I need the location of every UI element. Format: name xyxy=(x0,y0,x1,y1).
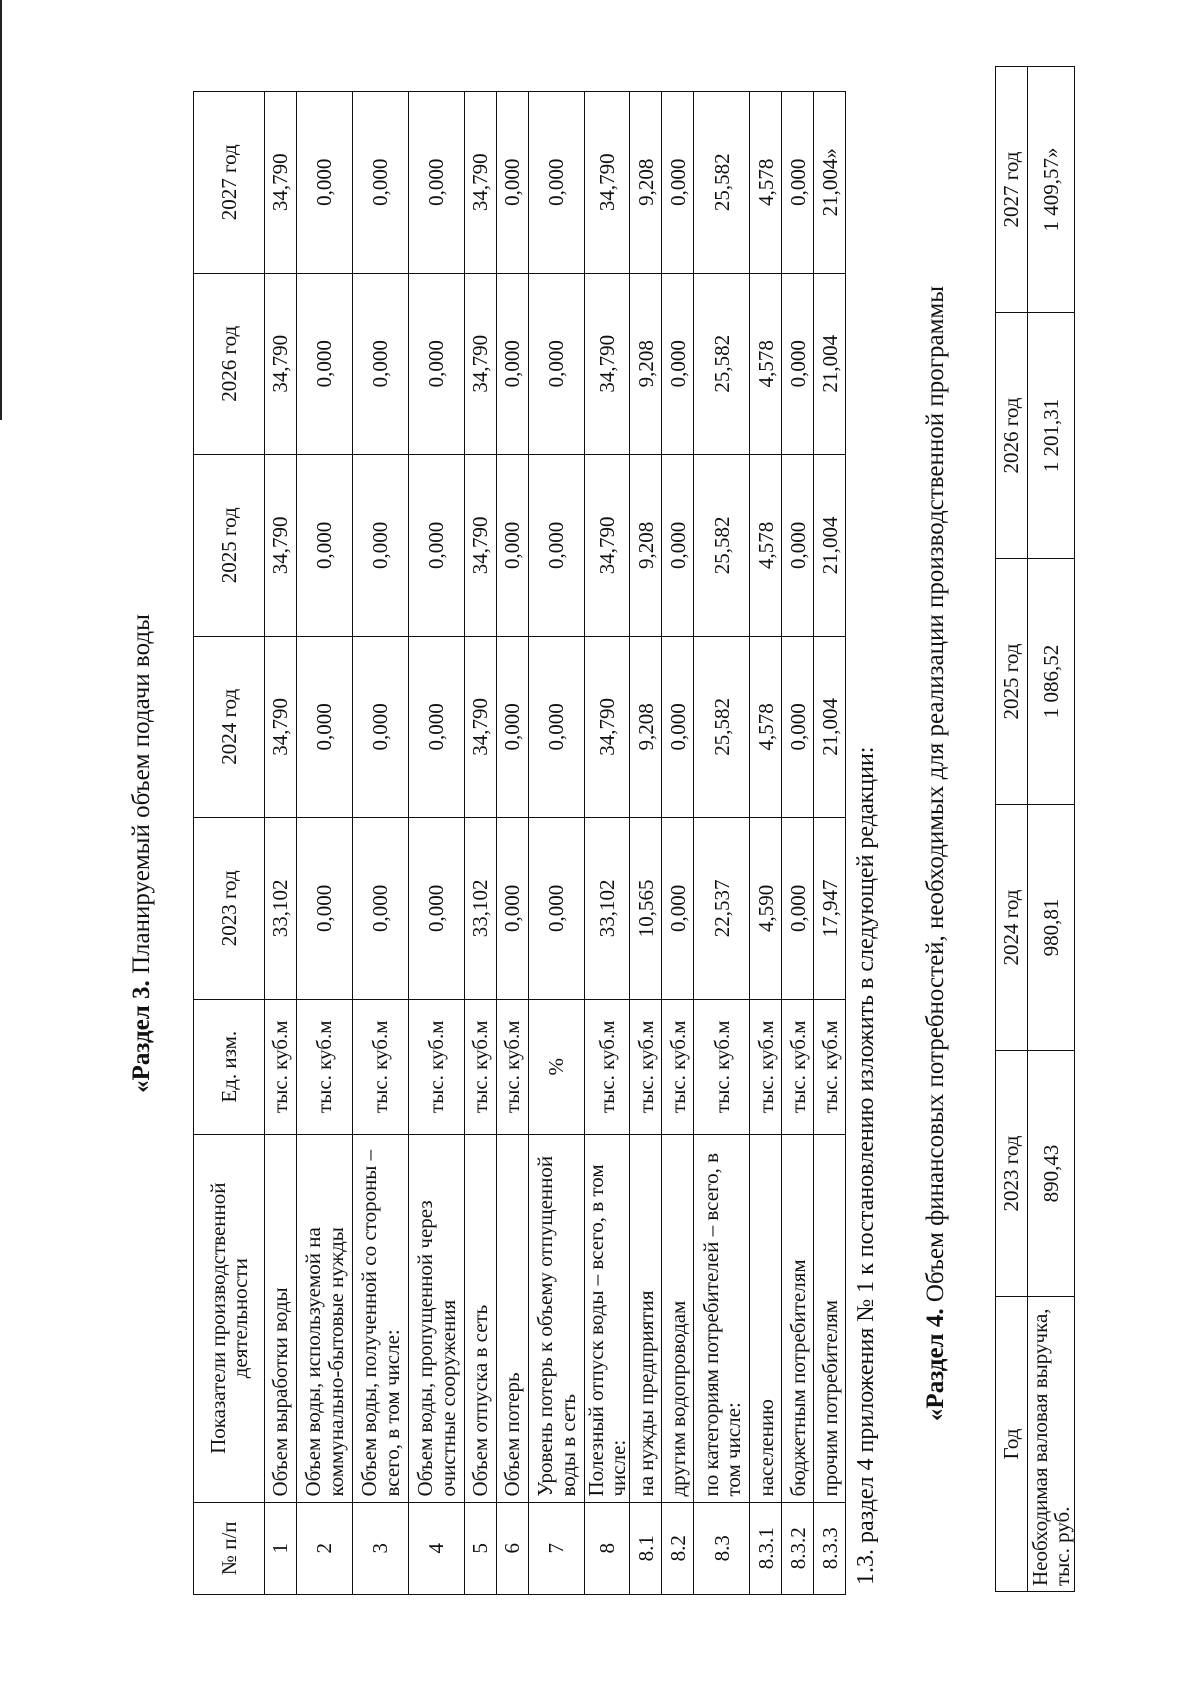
value-2026: 0,000 xyxy=(409,273,465,455)
row-indicator: Объем воды, пропущенной через очистные сооружения xyxy=(409,1134,465,1502)
value-2023: 0,000 xyxy=(529,818,585,1000)
value-2023: 4,590 xyxy=(750,818,782,1000)
value-2023: 0,000 xyxy=(662,818,694,1000)
value-2025: 0,000 xyxy=(497,455,529,637)
table-row xyxy=(353,92,409,1595)
value-2027: 4,578 xyxy=(750,92,782,274)
table-row xyxy=(497,92,529,1595)
value-2023: 890,43 xyxy=(1028,1051,1075,1297)
row-number: 8 xyxy=(585,1502,630,1594)
header-year-2026: 2026 год xyxy=(194,273,265,455)
value-2027: 0,000 xyxy=(409,92,465,274)
table-row xyxy=(465,92,497,1595)
table-row xyxy=(630,92,662,1595)
value-2026: 0,000 xyxy=(353,273,409,455)
value-2024: 0,000 xyxy=(497,636,529,818)
section-3-label: «Раздел 3. xyxy=(128,980,155,1093)
value-2025: 4,578 xyxy=(750,455,782,637)
table-row xyxy=(265,92,297,1595)
financial-needs-table xyxy=(995,66,1075,1592)
row-indicator: бюджетным потребителям xyxy=(782,1134,814,1502)
value-2026: 25,582 xyxy=(694,273,750,455)
table-row xyxy=(297,92,353,1595)
value-2025: 0,000 xyxy=(782,455,814,637)
row-indicator: Полезный отпуск воды – всего, в том числе: xyxy=(585,1134,630,1502)
value-2026: 0,000 xyxy=(529,273,585,455)
row-unit: тыс. куб.м xyxy=(782,999,814,1134)
value-2025: 0,000 xyxy=(529,455,585,637)
table-row xyxy=(662,92,694,1595)
row-unit: тыс. куб.м xyxy=(585,999,630,1134)
value-2024: 0,000 xyxy=(297,636,353,818)
value-2027: 34,790 xyxy=(265,92,297,274)
value-2025: 0,000 xyxy=(409,455,465,637)
value-2027: 0,000 xyxy=(662,92,694,274)
value-2027: 34,790 xyxy=(585,92,630,274)
row-number: 8.1 xyxy=(630,1502,662,1594)
value-2026: 34,790 xyxy=(585,273,630,455)
row-indicator: Объем потерь xyxy=(497,1134,529,1502)
section-4-label: «Раздел 4. xyxy=(922,1308,949,1422)
header-year-2023: 2023 год xyxy=(194,818,265,1000)
header-year: Год xyxy=(996,1297,1028,1592)
row-label: Необходимая валовая выручка, тыс. руб. xyxy=(1028,1297,1075,1592)
section-4-heading-text: Объем финансовых потребностей, необходимых для реализации производственной программы xyxy=(922,285,949,1309)
value-2026: 21,004 xyxy=(814,273,846,455)
row-number: 8.3.2 xyxy=(782,1502,814,1594)
row-number: 2 xyxy=(297,1502,353,1594)
value-2025: 0,000 xyxy=(297,455,353,637)
value-2025: 25,582 xyxy=(694,455,750,637)
value-2023: 0,000 xyxy=(353,818,409,1000)
value-2023: 0,000 xyxy=(782,818,814,1000)
value-2027: 0,000 xyxy=(529,92,585,274)
row-unit: % xyxy=(529,999,585,1134)
header-year-2025: 2025 год xyxy=(996,559,1028,805)
value-2023: 22,537 xyxy=(694,818,750,1000)
value-2024: 4,578 xyxy=(750,636,782,818)
row-unit: тыс. куб.м xyxy=(630,999,662,1134)
row-unit: тыс. куб.м xyxy=(694,999,750,1134)
value-2027: 9,208 xyxy=(630,92,662,274)
value-2025: 34,790 xyxy=(585,455,630,637)
row-unit: тыс. куб.м xyxy=(297,999,353,1134)
value-2025: 34,790 xyxy=(265,455,297,637)
value-2023: 0,000 xyxy=(409,818,465,1000)
value-2026: 4,578 xyxy=(750,273,782,455)
value-2025: 0,000 xyxy=(662,455,694,637)
value-2025: 1 086,52 xyxy=(1028,559,1075,805)
header-unit: Ед. изм. xyxy=(194,999,265,1134)
table-row xyxy=(814,92,846,1595)
value-2026: 1 201,31 xyxy=(1028,313,1075,559)
value-2023: 10,565 xyxy=(630,818,662,1000)
row-indicator: Уровень потерь к объему отпущенной воды в сеть xyxy=(529,1134,585,1502)
value-2027: 0,000 xyxy=(353,92,409,274)
header-year-2027: 2027 год xyxy=(996,67,1028,313)
value-2023: 0,000 xyxy=(297,818,353,1000)
value-2025: 34,790 xyxy=(465,455,497,637)
value-2024: 9,208 xyxy=(630,636,662,818)
value-2023: 0,000 xyxy=(497,818,529,1000)
table-header-row xyxy=(996,67,1028,1592)
row-number: 8.2 xyxy=(662,1502,694,1594)
row-unit: тыс. куб.м xyxy=(814,999,846,1134)
value-2023: 33,102 xyxy=(585,818,630,1000)
value-2024: 34,790 xyxy=(585,636,630,818)
value-2026: 0,000 xyxy=(497,273,529,455)
value-2027: 0,000 xyxy=(297,92,353,274)
row-number: 1 xyxy=(265,1502,297,1594)
value-2024: 34,790 xyxy=(265,636,297,818)
value-2026: 9,208 xyxy=(630,273,662,455)
row-unit: тыс. куб.м xyxy=(497,999,529,1134)
value-2026: 0,000 xyxy=(297,273,353,455)
section-3-title xyxy=(128,0,156,1707)
value-2026: 0,000 xyxy=(662,273,694,455)
value-2024: 0,000 xyxy=(782,636,814,818)
row-indicator: Объем выработки воды xyxy=(265,1134,297,1502)
value-2026: 0,000 xyxy=(782,273,814,455)
value-2024: 25,582 xyxy=(694,636,750,818)
value-2024: 0,000 xyxy=(353,636,409,818)
section-4-title xyxy=(922,0,950,1707)
table-row xyxy=(585,92,630,1595)
row-unit: тыс. куб.м xyxy=(662,999,694,1134)
row-indicator: по категориям потребителей – всего, в том числе: xyxy=(694,1134,750,1502)
value-2026: 34,790 xyxy=(265,273,297,455)
value-2024: 0,000 xyxy=(662,636,694,818)
header-year-2024: 2024 год xyxy=(996,805,1028,1051)
row-number: 7 xyxy=(529,1502,585,1594)
header-year-2025: 2025 год xyxy=(194,455,265,637)
value-2025: 21,004 xyxy=(814,455,846,637)
row-number: 8.3 xyxy=(694,1502,750,1594)
row-unit: тыс. куб.м xyxy=(265,999,297,1134)
value-2024: 0,000 xyxy=(529,636,585,818)
row-indicator: населению xyxy=(750,1134,782,1502)
row-indicator: другим водопроводам xyxy=(662,1134,694,1502)
value-2027: 21,004» xyxy=(814,92,846,274)
row-number: 4 xyxy=(409,1502,465,1594)
section-3-heading-text: Планируемый объем подачи воды xyxy=(128,614,155,981)
value-2024: 34,790 xyxy=(465,636,497,818)
table-row xyxy=(1028,67,1075,1592)
value-2024: 21,004 xyxy=(814,636,846,818)
value-2024: 0,000 xyxy=(409,636,465,818)
table-row xyxy=(782,92,814,1595)
row-unit: тыс. куб.м xyxy=(409,999,465,1134)
table-row xyxy=(529,92,585,1595)
row-number: 5 xyxy=(465,1502,497,1594)
row-indicator: Объем отпуска в сеть xyxy=(465,1134,497,1502)
row-indicator: Объем воды, используемой на коммунально-бытовые нужды xyxy=(297,1134,353,1502)
row-indicator: прочим потребителям xyxy=(814,1134,846,1502)
value-2027: 25,582 xyxy=(694,92,750,274)
water-supply-volume-table xyxy=(193,91,846,1595)
header-year-2023: 2023 год xyxy=(996,1051,1028,1297)
row-number: 8.3.3 xyxy=(814,1502,846,1594)
value-2024: 980,81 xyxy=(1028,805,1075,1051)
amendment-paragraph: 1.3. раздел 4 приложения № 1 к постановлению изложить в следующей редакции: xyxy=(853,746,879,1585)
value-2027: 0,000 xyxy=(497,92,529,274)
row-indicator: Объем воды, полученной со стороны – всего, в том числе: xyxy=(353,1134,409,1502)
row-number: 8.3.1 xyxy=(750,1502,782,1594)
value-2026: 34,790 xyxy=(465,273,497,455)
value-2023: 33,102 xyxy=(465,818,497,1000)
value-2023: 17,947 xyxy=(814,818,846,1000)
table-row xyxy=(409,92,465,1595)
value-2027: 34,790 xyxy=(465,92,497,274)
header-indicator: Показатели производственной деятельности xyxy=(194,1134,265,1502)
table-row xyxy=(750,92,782,1595)
table-row xyxy=(694,92,750,1595)
value-2027: 1 409,57» xyxy=(1028,67,1075,313)
row-unit: тыс. куб.м xyxy=(465,999,497,1134)
value-2023: 33,102 xyxy=(265,818,297,1000)
table-header-row xyxy=(194,92,265,1595)
value-2025: 0,000 xyxy=(353,455,409,637)
row-number: 6 xyxy=(497,1502,529,1594)
value-2027: 0,000 xyxy=(782,92,814,274)
header-year-2027: 2027 год xyxy=(194,92,265,274)
header-year-2024: 2024 год xyxy=(194,636,265,818)
row-number: 3 xyxy=(353,1502,409,1594)
row-unit: тыс. куб.м xyxy=(353,999,409,1134)
header-year-2026: 2026 год xyxy=(996,313,1028,559)
value-2025: 9,208 xyxy=(630,455,662,637)
row-unit: тыс. куб.м xyxy=(750,999,782,1134)
row-indicator: на нужды предприятия xyxy=(630,1134,662,1502)
header-num: № п/п xyxy=(194,1502,265,1594)
